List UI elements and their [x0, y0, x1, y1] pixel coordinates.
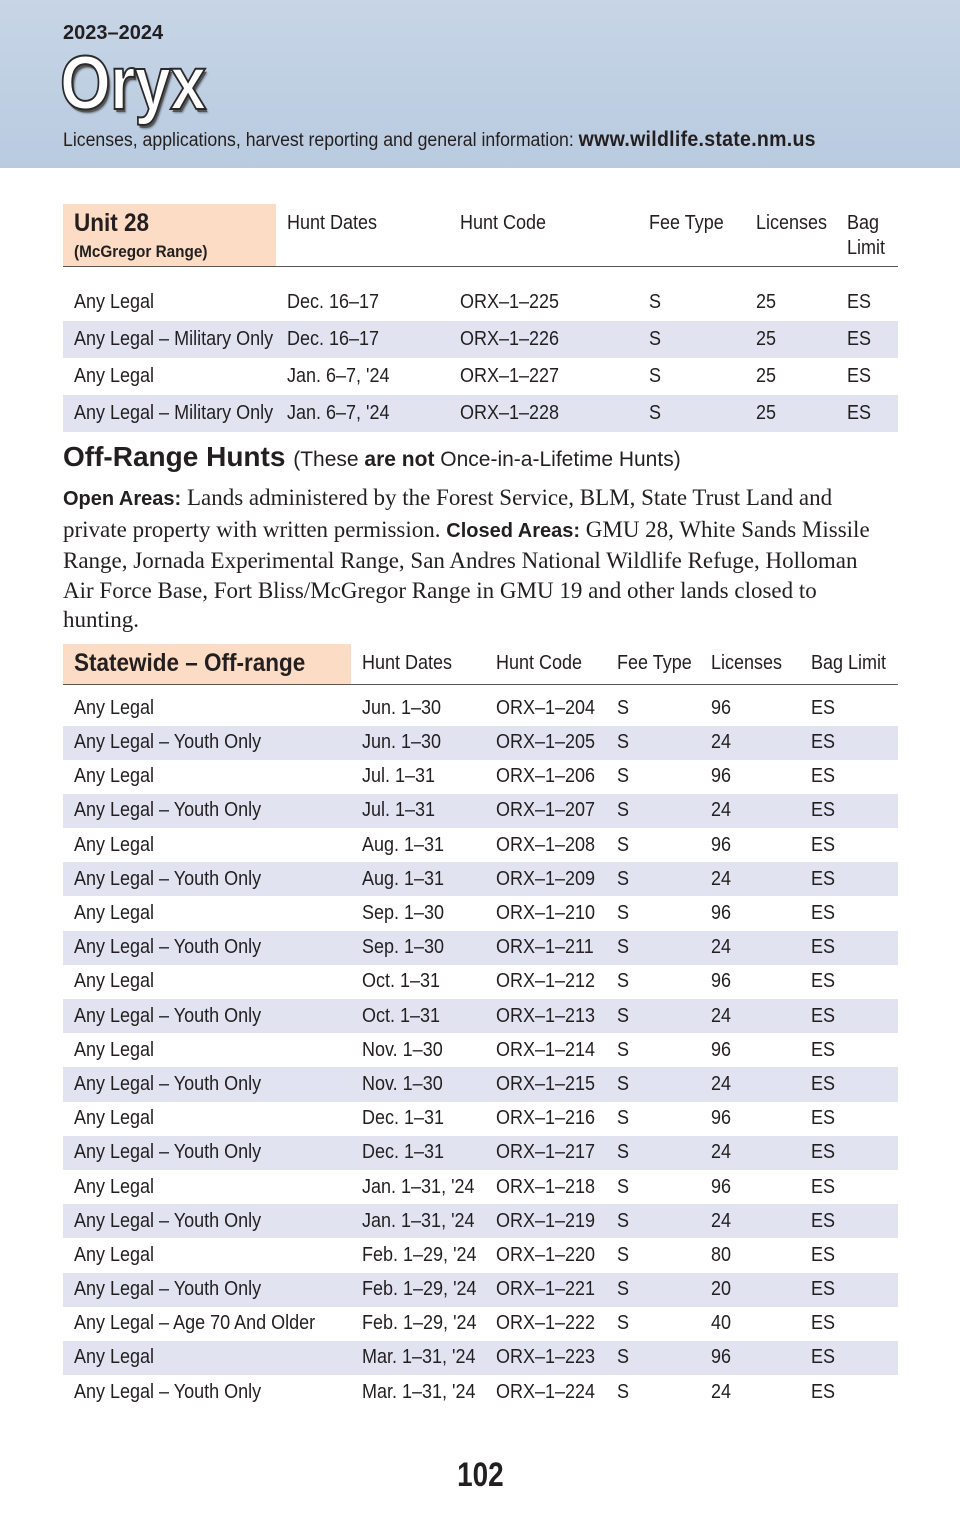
cell-hunt-type: Any Legal — [74, 364, 155, 387]
cell-hunt-type: Any Legal – Youth Only — [63, 931, 351, 965]
table-row — [63, 828, 898, 862]
table-row — [63, 1204, 898, 1238]
cell-bag-limit: ES — [811, 902, 836, 925]
unit-label: Unit 28 (McGregor Range) — [63, 204, 276, 267]
cell-licenses: 24 — [700, 999, 800, 1033]
closed-areas-text: GMU 28, White Sands Missile Range, Jornada Experimental Range, San Andres National Wildlife Refuge, Holloman Air Force Base, Fort Bliss/McGregor Range in GMU 19 and other lands closed to hunting. — [63, 516, 870, 632]
cell-fee-type: S — [606, 1273, 700, 1307]
open-areas-text: Lands administered by the Forest Service, BLM, State Trust Land and private property with written permission. — [63, 485, 833, 542]
cell-hunt-type: Any Legal – Youth Only — [63, 1067, 351, 1101]
tagline-text: Licenses, applications, harvest reporting and general information: — [63, 130, 579, 151]
cell-hunt-code: ORX–1–212 — [496, 970, 596, 993]
cell-hunt-dates: Sep. 1–30 — [351, 931, 485, 965]
cell-bag-limit: ES — [847, 290, 872, 313]
table-row — [63, 965, 898, 999]
cell-bag-limit: ES — [836, 321, 898, 358]
table-header-row — [63, 204, 898, 267]
cell-hunt-dates: Jan. 6–7, '24 — [287, 364, 390, 387]
cell-fee-type: S — [617, 1038, 630, 1061]
table-row — [63, 726, 898, 760]
col-licenses: Licenses — [700, 644, 800, 685]
cell-hunt-type: Any Legal — [74, 833, 155, 856]
cell-fee-type: S — [617, 1312, 630, 1335]
cell-licenses: 96 — [711, 1175, 732, 1198]
cell-licenses: 24 — [700, 726, 800, 760]
table-row — [63, 1102, 898, 1136]
cell-licenses: 24 — [700, 1204, 800, 1238]
table-row — [63, 1170, 898, 1204]
cell-hunt-dates: Jun. 1–30 — [351, 726, 485, 760]
table-row — [63, 1341, 898, 1375]
cell-hunt-code: ORX–1–205 — [485, 726, 606, 760]
off-range-note: (These are not Once-in-a-Lifetime Hunts) — [293, 448, 681, 471]
cell-fee-type: S — [606, 1341, 700, 1375]
page-title: Oryx — [60, 41, 206, 126]
statewide-label: Statewide – Off-range — [63, 644, 351, 685]
cell-hunt-type: Any Legal — [74, 1243, 155, 1266]
col-bag-limit: Bag Limit — [836, 204, 898, 267]
cell-hunt-type: Any Legal — [74, 970, 155, 993]
cell-licenses: 96 — [711, 833, 732, 856]
cell-hunt-type: Any Legal – Youth Only — [74, 1380, 262, 1403]
table-row — [63, 760, 898, 794]
col-bag-limit: Bag Limit — [800, 644, 898, 685]
cell-licenses: 96 — [711, 1107, 732, 1130]
cell-fee-type: S — [606, 794, 700, 828]
cell-fee-type: S — [606, 999, 700, 1033]
cell-bag-limit: ES — [847, 364, 872, 387]
cell-hunt-dates: Dec. 16–17 — [287, 290, 380, 313]
cell-hunt-dates: Jan. 1–31, '24 — [362, 1175, 475, 1198]
table-header-row — [63, 644, 898, 685]
cell-fee-type: S — [617, 1175, 630, 1198]
open-areas-label: Open Areas: — [63, 488, 182, 510]
cell-hunt-code: ORX–1–222 — [496, 1312, 596, 1335]
cell-hunt-code: ORX–1–219 — [485, 1204, 606, 1238]
cell-bag-limit: ES — [811, 697, 836, 720]
cell-hunt-code: ORX–1–208 — [496, 833, 596, 856]
cell-hunt-code: ORX–1–223 — [485, 1341, 606, 1375]
cell-hunt-dates: Aug. 1–31 — [351, 862, 485, 896]
cell-hunt-code: ORX–1–209 — [485, 862, 606, 896]
cell-licenses: 24 — [700, 1136, 800, 1170]
cell-licenses: 80 — [711, 1243, 732, 1266]
cell-fee-type: S — [606, 1067, 700, 1101]
table-row — [63, 685, 898, 726]
cell-hunt-type: Any Legal – Youth Only — [63, 1273, 351, 1307]
cell-hunt-code: ORX–1–220 — [496, 1243, 596, 1266]
cell-hunt-dates: Sep. 1–30 — [362, 902, 445, 925]
cell-hunt-code: ORX–1–214 — [496, 1038, 596, 1061]
col-licenses: Licenses — [745, 204, 836, 267]
cell-hunt-dates: Mar. 1–31, '24 — [362, 1380, 476, 1403]
cell-licenses: 24 — [711, 1380, 732, 1403]
cell-hunt-type: Any Legal — [74, 290, 155, 313]
cell-hunt-code: ORX–1–206 — [496, 765, 596, 788]
cell-fee-type: S — [606, 862, 700, 896]
cell-bag-limit: ES — [800, 726, 898, 760]
cell-hunt-dates: Feb. 1–29, '24 — [362, 1243, 477, 1266]
cell-hunt-type: Any Legal – Youth Only — [63, 1136, 351, 1170]
unit-sublabel: (McGregor Range) — [74, 242, 208, 261]
cell-hunt-type: Any Legal – Youth Only — [63, 862, 351, 896]
col-hunt-dates: Hunt Dates — [276, 204, 449, 267]
cell-hunt-dates: Nov. 1–30 — [362, 1038, 443, 1061]
cell-hunt-type: Any Legal – Youth Only — [63, 1204, 351, 1238]
cell-fee-type: S — [638, 321, 745, 358]
cell-bag-limit: ES — [836, 395, 898, 432]
cell-hunt-type: Any Legal – Age 70 And Older — [74, 1312, 316, 1335]
cell-hunt-code: ORX–1–204 — [496, 697, 596, 720]
cell-bag-limit: ES — [811, 970, 836, 993]
cell-hunt-code: ORX–1–210 — [496, 902, 596, 925]
table-row — [63, 862, 898, 896]
cell-licenses: 96 — [700, 1341, 800, 1375]
cell-licenses: 20 — [700, 1273, 800, 1307]
header-tagline — [63, 128, 816, 152]
cell-licenses: 96 — [711, 765, 732, 788]
cell-hunt-dates: Dec. 1–31 — [351, 1136, 485, 1170]
cell-bag-limit: ES — [811, 1107, 836, 1130]
table-row — [63, 395, 898, 432]
cell-hunt-code: ORX–1–215 — [485, 1067, 606, 1101]
table-row — [63, 358, 898, 395]
table-row — [63, 1067, 898, 1101]
cell-hunt-code: ORX–1–211 — [485, 931, 606, 965]
cell-bag-limit: ES — [800, 1204, 898, 1238]
cell-licenses: 96 — [711, 970, 732, 993]
cell-bag-limit: ES — [811, 833, 836, 856]
cell-fee-type: S — [617, 1243, 630, 1266]
cell-hunt-code: ORX–1–213 — [485, 999, 606, 1033]
table-row — [63, 1033, 898, 1067]
cell-hunt-dates: Oct. 1–31 — [362, 970, 441, 993]
cell-hunt-type: Any Legal — [74, 765, 155, 788]
col-fee-type: Fee Type — [638, 204, 745, 267]
season-year: 2023–2024 — [63, 22, 164, 44]
cell-licenses: 25 — [745, 395, 836, 432]
cell-fee-type: S — [649, 364, 662, 387]
cell-bag-limit: ES — [800, 999, 898, 1033]
cell-hunt-dates: Dec. 1–31 — [362, 1107, 445, 1130]
cell-licenses: 25 — [756, 364, 777, 387]
areas-paragraph — [63, 483, 883, 635]
cell-hunt-dates: Nov. 1–30 — [351, 1067, 485, 1101]
cell-fee-type: S — [606, 1204, 700, 1238]
cell-licenses: 96 — [711, 1038, 732, 1061]
col-hunt-code: Hunt Code — [449, 204, 638, 267]
cell-fee-type: S — [617, 833, 630, 856]
cell-bag-limit: ES — [800, 1067, 898, 1101]
website-link[interactable]: www.wildlife.state.nm.us — [578, 128, 816, 151]
col-hunt-dates: Hunt Dates — [351, 644, 485, 685]
unit-28-table — [63, 204, 898, 432]
cell-hunt-type: Any Legal – Youth Only — [63, 999, 351, 1033]
cell-hunt-dates: Feb. 1–29, '24 — [351, 1273, 485, 1307]
cell-hunt-code: ORX–1–221 — [485, 1273, 606, 1307]
cell-hunt-code: ORX–1–216 — [496, 1107, 596, 1130]
cell-bag-limit: ES — [811, 1312, 836, 1335]
cell-hunt-type: Any Legal — [74, 697, 155, 720]
cell-hunt-dates: Jul. 1–31 — [362, 765, 436, 788]
off-range-heading: Off-Range Hunts (These are not Once-in-a-Lifetime Hunts) — [63, 441, 681, 472]
cell-hunt-type: Any Legal — [74, 902, 155, 925]
cell-hunt-code: ORX–1–207 — [485, 794, 606, 828]
cell-licenses: 24 — [700, 794, 800, 828]
cell-hunt-dates: Dec. 16–17 — [276, 321, 449, 358]
cell-hunt-dates: Oct. 1–31 — [351, 999, 485, 1033]
col-hunt-code: Hunt Code — [485, 644, 606, 685]
cell-fee-type: S — [617, 1107, 630, 1130]
cell-fee-type: S — [617, 970, 630, 993]
cell-fee-type: S — [617, 902, 630, 925]
cell-bag-limit: ES — [811, 1038, 836, 1061]
cell-bag-limit: ES — [800, 1341, 898, 1375]
cell-hunt-type: Any Legal – Military Only — [63, 321, 276, 358]
cell-bag-limit: ES — [800, 794, 898, 828]
table-row — [63, 321, 898, 358]
cell-bag-limit: ES — [811, 1243, 836, 1266]
cell-bag-limit: ES — [800, 1136, 898, 1170]
cell-hunt-dates: Jan. 1–31, '24 — [351, 1204, 485, 1238]
cell-bag-limit: ES — [800, 931, 898, 965]
table-row — [63, 1136, 898, 1170]
cell-hunt-dates: Jun. 1–30 — [362, 697, 442, 720]
cell-bag-limit: ES — [811, 1175, 836, 1198]
cell-hunt-code: ORX–1–225 — [460, 290, 560, 313]
cell-hunt-type: Any Legal — [63, 1341, 351, 1375]
cell-hunt-dates: Feb. 1–29, '24 — [362, 1312, 477, 1335]
cell-hunt-type: Any Legal — [74, 1107, 155, 1130]
cell-licenses: 96 — [711, 902, 732, 925]
cell-hunt-type: Any Legal – Military Only — [63, 395, 276, 432]
cell-fee-type: S — [606, 931, 700, 965]
table-row — [63, 267, 898, 321]
table-row — [63, 1238, 898, 1272]
cell-fee-type: S — [617, 765, 630, 788]
cell-hunt-code: ORX–1–227 — [460, 364, 560, 387]
cell-hunt-dates: Jul. 1–31 — [351, 794, 485, 828]
cell-hunt-code: ORX–1–226 — [449, 321, 638, 358]
cell-hunt-dates: Mar. 1–31, '24 — [351, 1341, 485, 1375]
cell-hunt-type: Any Legal – Youth Only — [63, 726, 351, 760]
table-row — [63, 896, 898, 930]
cell-licenses: 25 — [745, 321, 836, 358]
cell-licenses: 25 — [756, 290, 777, 313]
table-row — [63, 1273, 898, 1307]
cell-hunt-type: Any Legal — [74, 1175, 155, 1198]
cell-fee-type: S — [649, 290, 662, 313]
page-number: 102 — [456, 1456, 504, 1494]
cell-fee-type: S — [617, 1380, 630, 1403]
cell-bag-limit: ES — [811, 1380, 836, 1403]
cell-hunt-code: ORX–1–217 — [485, 1136, 606, 1170]
cell-hunt-code: ORX–1–218 — [496, 1175, 596, 1198]
cell-licenses: 24 — [700, 931, 800, 965]
table-row — [63, 1375, 898, 1409]
statewide-table — [63, 644, 898, 1409]
cell-bag-limit: ES — [800, 1273, 898, 1307]
cell-hunt-type: Any Legal — [74, 1038, 155, 1061]
cell-fee-type: S — [617, 697, 630, 720]
cell-fee-type: S — [638, 395, 745, 432]
table-row — [63, 1307, 898, 1341]
cell-hunt-type: Any Legal – Youth Only — [63, 794, 351, 828]
cell-licenses: 24 — [700, 862, 800, 896]
cell-bag-limit: ES — [811, 765, 836, 788]
col-fee-type: Fee Type — [606, 644, 700, 685]
cell-hunt-dates: Jan. 6–7, '24 — [276, 395, 449, 432]
cell-licenses: 40 — [711, 1312, 732, 1335]
cell-hunt-dates: Aug. 1–31 — [362, 833, 445, 856]
cell-fee-type: S — [606, 726, 700, 760]
table-row — [63, 999, 898, 1033]
cell-hunt-code: ORX–1–224 — [496, 1380, 596, 1403]
table-row — [63, 794, 898, 828]
cell-fee-type: S — [606, 1136, 700, 1170]
closed-areas-label: Closed Areas: — [446, 519, 581, 542]
cell-hunt-code: ORX–1–228 — [449, 395, 638, 432]
cell-bag-limit: ES — [800, 862, 898, 896]
cell-licenses: 24 — [700, 1067, 800, 1101]
cell-licenses: 96 — [711, 697, 732, 720]
table-row — [63, 931, 898, 965]
